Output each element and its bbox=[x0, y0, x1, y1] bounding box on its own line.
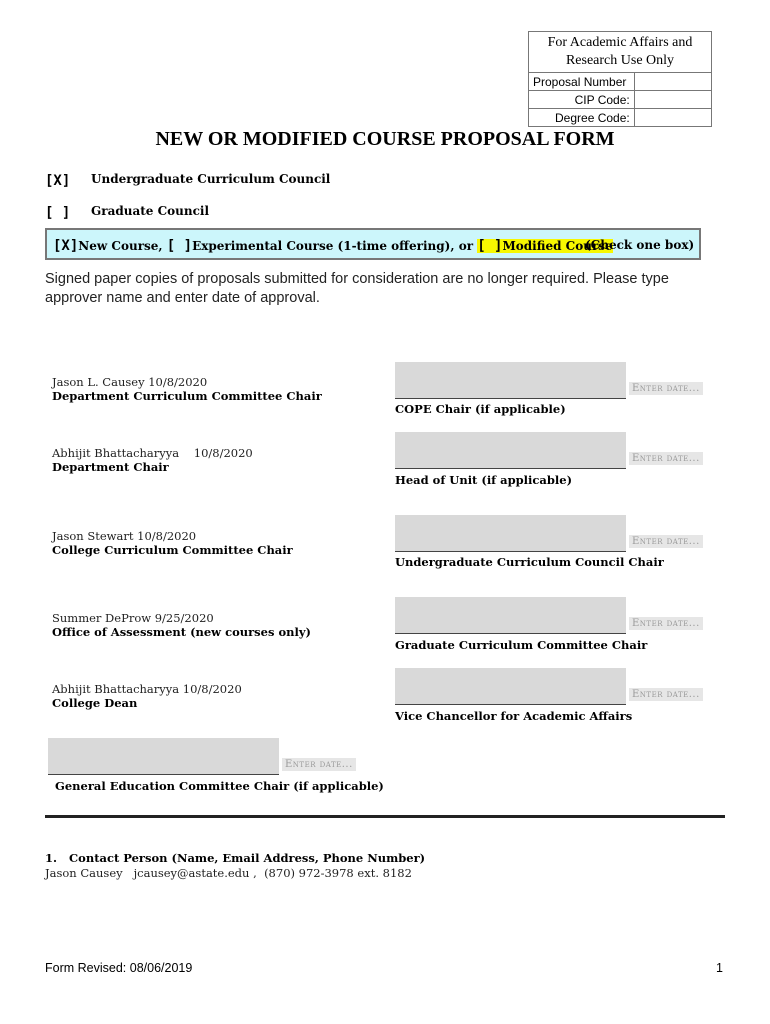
graduate-council-label: Graduate Council bbox=[91, 204, 210, 218]
ucc-chair-signature-field[interactable] bbox=[395, 515, 626, 552]
approver-name[interactable]: Summer DeProw 9/25/2020 bbox=[52, 611, 214, 625]
course-type-box bbox=[45, 228, 701, 260]
experimental-course-label: Experimental Course (1-time offering), or bbox=[192, 239, 478, 253]
vc-academic-affairs-signature-field[interactable] bbox=[395, 668, 626, 705]
cip-code-label: CIP Code: bbox=[529, 91, 635, 109]
gcc-chair-role: Graduate Curriculum Committee Chair bbox=[395, 638, 648, 652]
approver-name[interactable]: Jason Stewart 10/8/2020 bbox=[52, 529, 197, 543]
gen-ed-signature-field[interactable] bbox=[48, 738, 279, 775]
signature-block-left-3 bbox=[52, 529, 293, 557]
course-type-row bbox=[53, 238, 613, 254]
undergraduate-council-label: Undergraduate Curriculum Council bbox=[91, 172, 331, 186]
gen-ed-role: General Education Committee Chair (if applicable) bbox=[55, 779, 384, 793]
approver-name[interactable]: Abhijit Bhattacharyya 10/8/2020 bbox=[52, 682, 242, 696]
approver-role: Department Chair bbox=[52, 460, 169, 474]
gcc-chair-signature-field[interactable] bbox=[395, 597, 626, 634]
cope-chair-role: COPE Chair (if applicable) bbox=[395, 402, 566, 416]
vc-academic-affairs-date-field[interactable]: Enter date... bbox=[629, 688, 703, 701]
use-box-header: For Academic Affairs and Research Use Only bbox=[529, 32, 712, 73]
cip-code-field[interactable] bbox=[634, 91, 711, 109]
contact-value[interactable]: Jason Causey jcausey@astate.edu , (870) 972-3978 ext. 8182 bbox=[45, 866, 412, 880]
approver-name[interactable]: Abhijit Bhattacharyya 10/8/2020 bbox=[52, 446, 253, 460]
approver-role: Department Curriculum Committee Chair bbox=[52, 389, 322, 403]
signature-block-left-1 bbox=[52, 375, 322, 403]
head-of-unit-role: Head of Unit (if applicable) bbox=[395, 473, 573, 487]
new-course-label: New Course, bbox=[78, 239, 167, 253]
experimental-course-checkbox[interactable]: [ ] bbox=[166, 238, 193, 254]
cope-chair-date-field[interactable]: Enter date... bbox=[629, 382, 703, 395]
undergraduate-checkbox[interactable]: [X] bbox=[45, 173, 71, 189]
council-option-undergraduate[interactable] bbox=[45, 170, 331, 189]
ucc-chair-role: Undergraduate Curriculum Council Chair bbox=[395, 555, 664, 569]
degree-code-field[interactable] bbox=[634, 109, 711, 127]
check-one-instruction: (Check one box) bbox=[585, 238, 695, 252]
academic-affairs-use-box bbox=[528, 31, 712, 127]
approver-role: Office of Assessment (new courses only) bbox=[52, 625, 311, 639]
vc-academic-affairs-role: Vice Chancellor for Academic Affairs bbox=[395, 709, 633, 723]
head-of-unit-date-field[interactable]: Enter date... bbox=[629, 452, 703, 465]
signature-block-left-2 bbox=[52, 446, 253, 474]
modified-course-checkbox[interactable]: [ ] bbox=[477, 238, 503, 254]
form-revised-footer: Form Revised: 08/06/2019 bbox=[45, 961, 193, 975]
proposal-number-label: Proposal Number bbox=[529, 73, 635, 91]
page-title: NEW OR MODIFIED COURSE PROPOSAL FORM bbox=[155, 128, 615, 150]
contact-heading: 1. Contact Person (Name, Email Address, Phone Number) bbox=[45, 851, 426, 865]
graduate-checkbox[interactable]: [ ] bbox=[45, 205, 71, 221]
new-course-checkbox[interactable]: [X] bbox=[53, 238, 79, 254]
approver-role: College Curriculum Committee Chair bbox=[52, 543, 293, 557]
modified-course-label: Modified Course bbox=[502, 239, 613, 253]
ucc-chair-date-field[interactable]: Enter date... bbox=[629, 535, 703, 548]
section-divider bbox=[45, 815, 725, 818]
approver-role: College Dean bbox=[52, 696, 138, 710]
council-option-graduate[interactable] bbox=[45, 202, 210, 221]
head-of-unit-signature-field[interactable] bbox=[395, 432, 626, 469]
gcc-chair-date-field[interactable]: Enter date... bbox=[629, 617, 703, 630]
gen-ed-date-field[interactable]: Enter date... bbox=[282, 758, 356, 771]
approver-name[interactable]: Jason L. Causey 10/8/2020 bbox=[52, 375, 208, 389]
page-number: 1 bbox=[716, 961, 723, 975]
signature-block-left-4 bbox=[52, 611, 311, 639]
proposal-number-field[interactable] bbox=[634, 73, 711, 91]
signature-block-left-5 bbox=[52, 682, 242, 710]
cope-chair-signature-field[interactable] bbox=[395, 362, 626, 399]
submission-notice: Signed paper copies of proposals submitted for consideration are no longer required. Please type approver name and enter date of approval. bbox=[45, 271, 669, 306]
degree-code-label: Degree Code: bbox=[529, 109, 635, 127]
